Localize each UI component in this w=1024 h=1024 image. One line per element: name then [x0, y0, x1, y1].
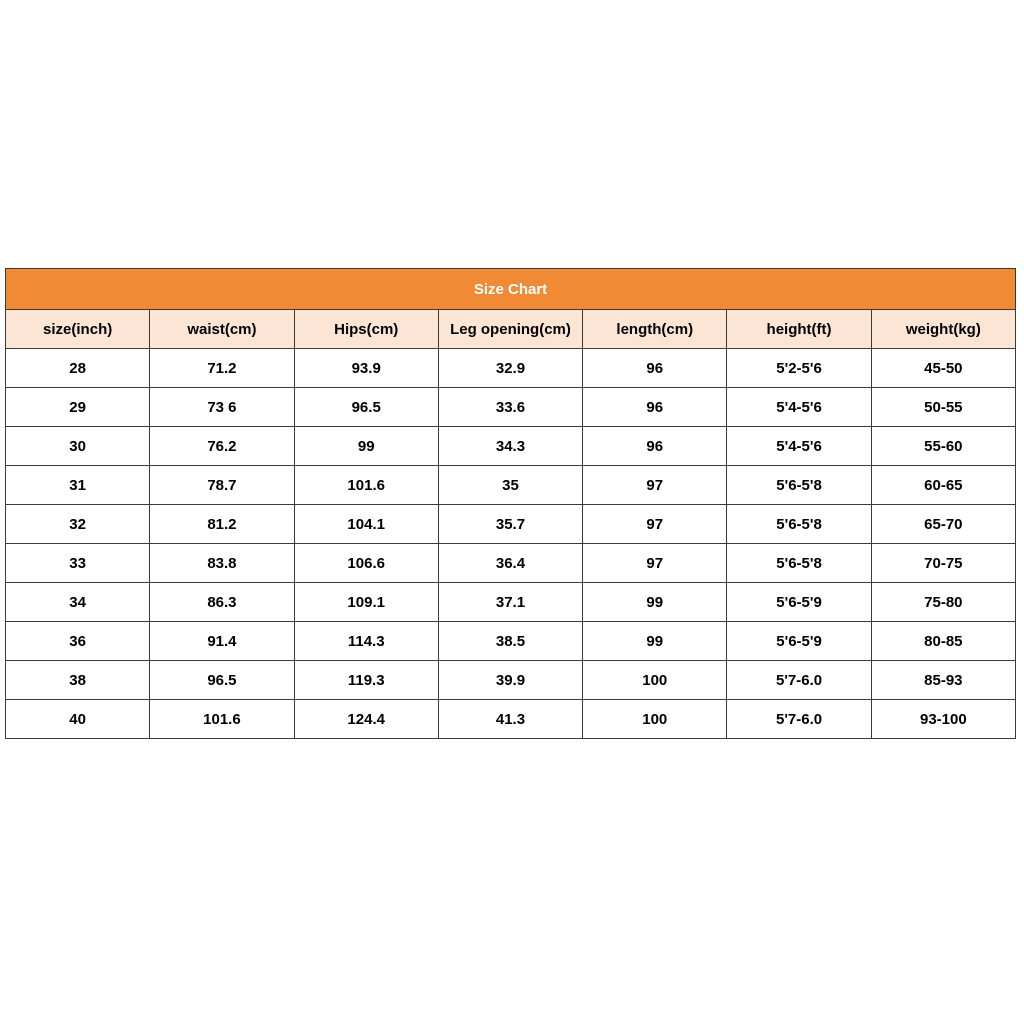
column-header-row [6, 310, 1016, 349]
table-row [6, 700, 1016, 739]
table-cell: 70-75 [871, 544, 1015, 583]
table-cell: 114.3 [294, 622, 438, 661]
table-cell: 5'6-5'8 [727, 544, 871, 583]
table-cell: 5'6-5'9 [727, 622, 871, 661]
table-cell: 40 [6, 700, 150, 739]
table-cell: 34.3 [438, 427, 582, 466]
table-cell: 91.4 [150, 622, 294, 661]
table-row [6, 388, 1016, 427]
column-header: height(ft) [727, 310, 871, 349]
table-cell: 75-80 [871, 583, 1015, 622]
table-cell: 104.1 [294, 505, 438, 544]
table-cell: 93-100 [871, 700, 1015, 739]
table-cell: 33 [6, 544, 150, 583]
table-cell: 96 [583, 427, 727, 466]
table-cell: 38 [6, 661, 150, 700]
table-cell: 31 [6, 466, 150, 505]
table-cell: 5'6-5'9 [727, 583, 871, 622]
table-title: Size Chart [6, 269, 1016, 310]
column-header: Leg opening(cm) [438, 310, 582, 349]
table-cell: 101.6 [294, 466, 438, 505]
table-cell: 38.5 [438, 622, 582, 661]
table-cell: 97 [583, 544, 727, 583]
table-cell: 32 [6, 505, 150, 544]
table-cell: 28 [6, 349, 150, 388]
table-cell: 45-50 [871, 349, 1015, 388]
table-cell: 32.9 [438, 349, 582, 388]
table-cell: 73 6 [150, 388, 294, 427]
table-cell: 99 [294, 427, 438, 466]
title-row [6, 269, 1016, 310]
table-cell: 5'6-5'8 [727, 466, 871, 505]
table-cell: 83.8 [150, 544, 294, 583]
table-cell: 55-60 [871, 427, 1015, 466]
table-cell: 50-55 [871, 388, 1015, 427]
table-row [6, 427, 1016, 466]
table-cell: 5'7-6.0 [727, 661, 871, 700]
table-cell: 97 [583, 505, 727, 544]
table-cell: 96 [583, 388, 727, 427]
table-cell: 5'4-5'6 [727, 427, 871, 466]
table-cell: 97 [583, 466, 727, 505]
table-cell: 5'7-6.0 [727, 700, 871, 739]
table-cell: 37.1 [438, 583, 582, 622]
table-cell: 33.6 [438, 388, 582, 427]
table-cell: 124.4 [294, 700, 438, 739]
table-cell: 36.4 [438, 544, 582, 583]
table-cell: 34 [6, 583, 150, 622]
table-cell: 41.3 [438, 700, 582, 739]
table-cell: 109.1 [294, 583, 438, 622]
table-row [6, 544, 1016, 583]
table-cell: 85-93 [871, 661, 1015, 700]
table-cell: 100 [583, 700, 727, 739]
table-cell: 86.3 [150, 583, 294, 622]
table-row [6, 661, 1016, 700]
table-cell: 76.2 [150, 427, 294, 466]
table-cell: 39.9 [438, 661, 582, 700]
table-cell: 5'2-5'6 [727, 349, 871, 388]
table-body [6, 349, 1016, 739]
table-cell: 80-85 [871, 622, 1015, 661]
table-cell: 60-65 [871, 466, 1015, 505]
table-cell: 119.3 [294, 661, 438, 700]
table-row [6, 583, 1016, 622]
column-header: size(inch) [6, 310, 150, 349]
column-header: Hips(cm) [294, 310, 438, 349]
table-cell: 99 [583, 622, 727, 661]
table-cell: 99 [583, 583, 727, 622]
column-header: waist(cm) [150, 310, 294, 349]
table-row [6, 622, 1016, 661]
table-cell: 81.2 [150, 505, 294, 544]
table-cell: 36 [6, 622, 150, 661]
table-cell: 96.5 [294, 388, 438, 427]
table-cell: 78.7 [150, 466, 294, 505]
table-cell: 71.2 [150, 349, 294, 388]
table-cell: 96 [583, 349, 727, 388]
table-cell: 65-70 [871, 505, 1015, 544]
column-header: length(cm) [583, 310, 727, 349]
table-cell: 35.7 [438, 505, 582, 544]
table-cell: 101.6 [150, 700, 294, 739]
table-cell: 35 [438, 466, 582, 505]
table-cell: 93.9 [294, 349, 438, 388]
table-cell: 100 [583, 661, 727, 700]
table-cell: 29 [6, 388, 150, 427]
table-cell: 30 [6, 427, 150, 466]
table-row [6, 349, 1016, 388]
size-chart-table [5, 268, 1016, 739]
table-cell: 5'4-5'6 [727, 388, 871, 427]
column-header: weight(kg) [871, 310, 1015, 349]
table-cell: 96.5 [150, 661, 294, 700]
table-row [6, 505, 1016, 544]
table-cell: 106.6 [294, 544, 438, 583]
table-cell: 5'6-5'8 [727, 505, 871, 544]
table-row [6, 466, 1016, 505]
